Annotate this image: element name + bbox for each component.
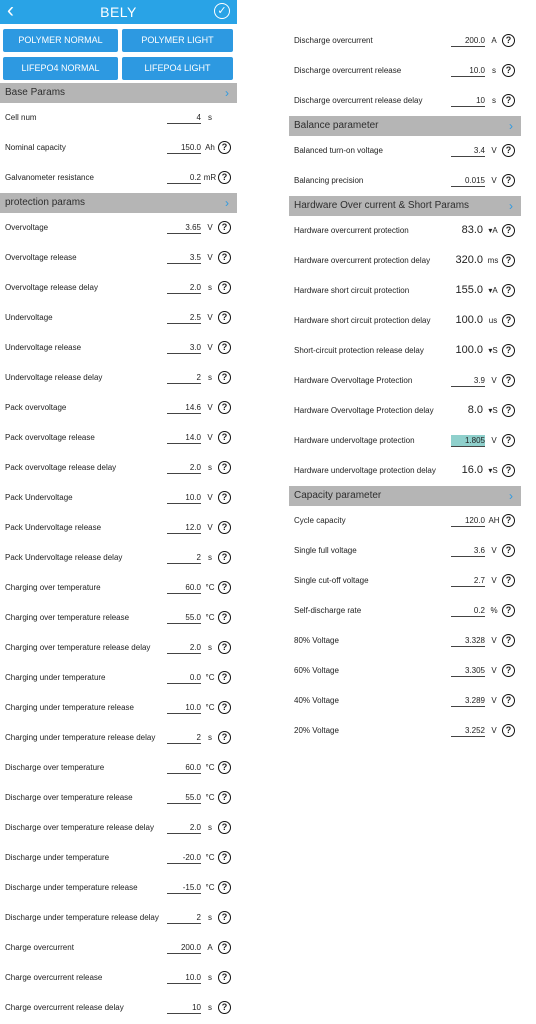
help-icon[interactable]: ? bbox=[218, 731, 231, 744]
param-row bbox=[0, 723, 237, 753]
help-icon[interactable]: ? bbox=[218, 641, 231, 654]
help-icon[interactable]: ? bbox=[218, 431, 231, 444]
param-value-input[interactable]: 0.015 bbox=[451, 175, 485, 187]
help-icon[interactable]: ? bbox=[218, 821, 231, 834]
param-value-input[interactable]: 14.0 bbox=[167, 432, 201, 444]
param-label: Hardware undervoltage protection bbox=[294, 436, 415, 445]
section-title: Hardware Over current & Short Params bbox=[294, 200, 470, 211]
param-value-input[interactable]: 60.0 bbox=[167, 762, 201, 774]
help-icon[interactable]: ? bbox=[502, 694, 515, 707]
param-row bbox=[289, 26, 521, 56]
param-unit: V bbox=[491, 546, 497, 555]
param-row bbox=[289, 246, 521, 276]
param-row bbox=[289, 626, 521, 656]
chevron-right-icon: › bbox=[225, 196, 229, 210]
left-column bbox=[0, 0, 237, 1023]
param-row bbox=[0, 363, 237, 393]
chevron-right-icon: › bbox=[509, 199, 513, 213]
help-icon[interactable]: ? bbox=[502, 544, 515, 557]
param-value-input[interactable]: 120.0 bbox=[451, 515, 485, 527]
param-unit: V bbox=[207, 343, 213, 352]
param-label: Short-circuit protection release delay bbox=[294, 346, 424, 355]
param-unit: °C bbox=[205, 853, 215, 862]
param-row bbox=[289, 536, 521, 566]
param-unit: °C bbox=[205, 793, 215, 802]
help-icon[interactable]: ? bbox=[502, 374, 515, 387]
param-label: Undervoltage bbox=[5, 313, 53, 322]
help-icon[interactable]: ? bbox=[218, 551, 231, 564]
param-label: Overvoltage release delay bbox=[5, 283, 98, 292]
param-unit: us bbox=[488, 316, 498, 325]
param-unit: V bbox=[491, 696, 497, 705]
param-label: Self-discharge rate bbox=[294, 606, 362, 615]
param-row bbox=[289, 596, 521, 626]
param-value-input[interactable]: 10.0 bbox=[167, 972, 201, 984]
param-row bbox=[0, 633, 237, 663]
param-value-input[interactable]: 200.0 bbox=[167, 942, 201, 954]
param-row bbox=[0, 963, 237, 993]
param-label: Charging under temperature bbox=[5, 673, 106, 682]
help-icon[interactable]: ? bbox=[502, 144, 515, 157]
param-label: Discharge over temperature release delay bbox=[5, 823, 154, 832]
help-icon[interactable]: ? bbox=[218, 251, 231, 264]
section-balance-parameter[interactable] bbox=[289, 116, 521, 136]
section-title: Balance parameter bbox=[294, 120, 379, 131]
param-row bbox=[289, 336, 521, 366]
param-row bbox=[0, 873, 237, 903]
param-value-input[interactable]: 2 bbox=[167, 912, 201, 924]
param-unit: V bbox=[207, 433, 213, 442]
help-icon[interactable]: ? bbox=[218, 461, 231, 474]
param-label: Charging under temperature release bbox=[5, 703, 134, 712]
param-unit: s bbox=[208, 913, 212, 922]
param-value-input[interactable]: 100.0 bbox=[455, 344, 483, 356]
param-unit: s bbox=[208, 973, 212, 982]
param-unit: V bbox=[491, 376, 497, 385]
help-icon[interactable]: ? bbox=[218, 281, 231, 294]
param-value-input[interactable]: 2 bbox=[167, 372, 201, 384]
help-icon[interactable]: ? bbox=[502, 314, 515, 327]
right-column bbox=[289, 0, 521, 746]
preset-lifepo4-normal-button[interactable]: LIFEPO4 NORMAL bbox=[3, 57, 118, 80]
help-icon[interactable]: ? bbox=[218, 671, 231, 684]
help-icon[interactable]: ? bbox=[218, 881, 231, 894]
confirm-check-icon[interactable]: ✓ bbox=[214, 3, 230, 19]
param-unit: °C bbox=[205, 703, 215, 712]
param-row bbox=[0, 513, 237, 543]
help-icon[interactable]: ? bbox=[502, 94, 515, 107]
param-row bbox=[289, 216, 521, 246]
param-unit: V bbox=[491, 436, 497, 445]
param-unit: V bbox=[491, 146, 497, 155]
param-unit: V bbox=[207, 523, 213, 532]
param-value-input[interactable]: 0.2 bbox=[451, 605, 485, 617]
param-value-input[interactable]: 2 bbox=[167, 732, 201, 744]
param-unit: % bbox=[490, 606, 498, 615]
param-unit: AH bbox=[488, 516, 500, 525]
help-icon[interactable]: ? bbox=[218, 311, 231, 324]
page-title: BELY bbox=[100, 4, 137, 20]
param-value-input[interactable]: 200.0 bbox=[451, 35, 485, 47]
param-row bbox=[289, 656, 521, 686]
param-unit: °C bbox=[205, 673, 215, 682]
param-value-input[interactable]: 10 bbox=[451, 95, 485, 107]
param-label: Pack overvoltage release delay bbox=[5, 463, 117, 472]
help-icon[interactable]: ? bbox=[502, 254, 515, 267]
param-label: Charging over temperature bbox=[5, 583, 101, 592]
help-icon[interactable]: ? bbox=[218, 581, 231, 594]
param-row bbox=[289, 136, 521, 166]
param-label: Pack Undervoltage release bbox=[5, 523, 102, 532]
param-row bbox=[0, 243, 237, 273]
param-unit: °C bbox=[205, 613, 215, 622]
param-row bbox=[0, 333, 237, 363]
param-row bbox=[0, 783, 237, 813]
param-label: Pack overvoltage bbox=[5, 403, 67, 412]
param-unit: s bbox=[208, 643, 212, 652]
param-row bbox=[289, 426, 521, 456]
help-icon[interactable]: ? bbox=[502, 724, 515, 737]
param-value-input[interactable]: 155.0 bbox=[455, 284, 483, 296]
help-icon[interactable]: ? bbox=[218, 171, 231, 184]
param-unit: °C bbox=[205, 583, 215, 592]
param-label: Charge overcurrent release delay bbox=[5, 1003, 124, 1012]
param-unit: mR bbox=[203, 173, 217, 182]
param-label: Hardware overcurrent protection delay bbox=[294, 256, 431, 265]
param-value-input[interactable]: 2.0 bbox=[167, 642, 201, 654]
help-icon[interactable]: ? bbox=[502, 344, 515, 357]
param-row bbox=[0, 573, 237, 603]
section-title: Capacity parameter bbox=[294, 490, 382, 501]
param-value-input[interactable]: 2 bbox=[167, 552, 201, 564]
param-unit: s bbox=[208, 463, 212, 472]
help-icon[interactable]: ? bbox=[218, 341, 231, 354]
param-label: Overvoltage bbox=[5, 223, 49, 232]
param-label: 60% Voltage bbox=[294, 666, 339, 675]
help-icon[interactable]: ? bbox=[218, 1001, 231, 1014]
param-unit: ▾A bbox=[488, 286, 498, 295]
param-row bbox=[289, 506, 521, 536]
param-row bbox=[0, 813, 237, 843]
param-unit: s bbox=[208, 1003, 212, 1012]
help-icon[interactable]: ? bbox=[502, 464, 515, 477]
param-value-input[interactable]: 3.328 bbox=[451, 635, 485, 647]
preset-polymer-normal-button[interactable]: POLYMER NORMAL bbox=[3, 29, 118, 52]
chevron-right-icon: › bbox=[509, 119, 513, 133]
param-row bbox=[289, 456, 521, 486]
help-icon[interactable]: ? bbox=[502, 434, 515, 447]
param-label: 40% Voltage bbox=[294, 696, 339, 705]
param-value-input[interactable]: 12.0 bbox=[167, 522, 201, 534]
param-label: Balancing precision bbox=[294, 176, 364, 185]
param-value-input[interactable]: 3.289 bbox=[451, 695, 485, 707]
help-icon[interactable]: ? bbox=[218, 761, 231, 774]
param-unit: ▾S bbox=[488, 466, 498, 475]
param-label: Balanced turn-on voltage bbox=[294, 146, 383, 155]
param-row bbox=[0, 273, 237, 303]
param-value-input[interactable]: 10 bbox=[167, 1002, 201, 1014]
param-value-input[interactable]: 0.0 bbox=[167, 672, 201, 684]
param-value-input[interactable]: 2.0 bbox=[167, 282, 201, 294]
param-row bbox=[0, 993, 237, 1023]
help-icon[interactable]: ? bbox=[218, 791, 231, 804]
param-value-input[interactable]: 1.805 bbox=[451, 435, 485, 447]
param-value-input[interactable]: 2.5 bbox=[167, 312, 201, 324]
param-row bbox=[0, 843, 237, 873]
param-unit: s bbox=[208, 283, 212, 292]
param-row bbox=[0, 453, 237, 483]
param-unit: ▾S bbox=[488, 346, 498, 355]
help-icon[interactable]: ? bbox=[218, 221, 231, 234]
preset-buttons bbox=[0, 24, 237, 83]
param-value-input[interactable]: 2.7 bbox=[451, 575, 485, 587]
param-unit: V bbox=[207, 223, 213, 232]
param-label: Pack Undervoltage bbox=[5, 493, 73, 502]
help-icon[interactable]: ? bbox=[218, 401, 231, 414]
param-value-input[interactable]: 14.6 bbox=[167, 402, 201, 414]
param-label: Discharge over temperature bbox=[5, 763, 105, 772]
param-label: Discharge overcurrent bbox=[294, 36, 373, 45]
param-label: Single full voltage bbox=[294, 546, 357, 555]
param-value-input[interactable]: -15.0 bbox=[167, 882, 201, 894]
param-value-input[interactable]: 55.0 bbox=[167, 792, 201, 804]
param-row bbox=[0, 423, 237, 453]
param-row bbox=[289, 396, 521, 426]
param-unit: s bbox=[492, 96, 496, 105]
param-row bbox=[0, 213, 237, 243]
param-value-input[interactable]: -20.0 bbox=[167, 852, 201, 864]
param-value-input[interactable]: 16.0 bbox=[461, 464, 483, 476]
param-label: Discharge under temperature release delay bbox=[5, 913, 159, 922]
help-icon[interactable]: ? bbox=[502, 514, 515, 527]
param-unit: s bbox=[492, 66, 496, 75]
param-label: Discharge over temperature release bbox=[5, 793, 133, 802]
param-unit: s bbox=[208, 823, 212, 832]
param-value-input[interactable]: 3.65 bbox=[167, 222, 201, 234]
param-label: Single cut-off voltage bbox=[294, 576, 369, 585]
param-row bbox=[0, 303, 237, 333]
param-row bbox=[0, 753, 237, 783]
param-label: Hardware overcurrent protection bbox=[294, 226, 409, 235]
param-unit: V bbox=[207, 403, 213, 412]
param-unit: V bbox=[491, 636, 497, 645]
param-row bbox=[0, 163, 237, 193]
param-value-input[interactable]: 3.0 bbox=[167, 342, 201, 354]
help-icon[interactable]: ? bbox=[218, 521, 231, 534]
preset-lifepo4-light-button[interactable]: LIFEPO4 LIGHT bbox=[122, 57, 233, 80]
param-value-input[interactable]: 3.305 bbox=[451, 665, 485, 677]
param-label: Charging over temperature release delay bbox=[5, 643, 151, 652]
param-value-input[interactable]: 2.0 bbox=[167, 462, 201, 474]
param-value-input[interactable]: 10.0 bbox=[451, 65, 485, 77]
param-unit: s bbox=[208, 553, 212, 562]
param-row bbox=[289, 686, 521, 716]
param-label: Overvoltage release bbox=[5, 253, 77, 262]
section-base-params[interactable] bbox=[0, 83, 237, 103]
help-icon[interactable]: ? bbox=[502, 574, 515, 587]
param-unit: V bbox=[207, 253, 213, 262]
back-chevron-icon[interactable]: ‹ bbox=[7, 0, 14, 22]
param-row bbox=[289, 86, 521, 116]
param-unit: V bbox=[491, 666, 497, 675]
param-unit: V bbox=[207, 313, 213, 322]
param-row bbox=[0, 693, 237, 723]
param-value-input[interactable]: 0.2 bbox=[167, 172, 201, 184]
preset-polymer-light-button[interactable]: POLYMER LIGHT bbox=[122, 29, 233, 52]
param-row bbox=[289, 716, 521, 746]
param-value-input[interactable]: 3.5 bbox=[167, 252, 201, 264]
param-row bbox=[0, 483, 237, 513]
section-capacity-parameter[interactable] bbox=[289, 486, 521, 506]
section-title: protection params bbox=[5, 197, 86, 208]
chevron-right-icon: › bbox=[225, 86, 229, 100]
param-value-input[interactable]: 10.0 bbox=[167, 492, 201, 504]
help-icon[interactable]: ? bbox=[502, 34, 515, 47]
help-icon[interactable]: ? bbox=[502, 64, 515, 77]
param-value-input[interactable]: 3.6 bbox=[451, 545, 485, 557]
param-row bbox=[0, 603, 237, 633]
param-value-input[interactable]: 150.0 bbox=[167, 142, 201, 154]
param-label: Charge overcurrent bbox=[5, 943, 74, 952]
param-unit: V bbox=[491, 176, 497, 185]
param-row bbox=[289, 166, 521, 196]
param-label: Discharge overcurrent release bbox=[294, 66, 402, 75]
param-row bbox=[0, 393, 237, 423]
help-icon[interactable]: ? bbox=[502, 174, 515, 187]
param-label: Discharge under temperature release bbox=[5, 883, 138, 892]
section-title: Base Params bbox=[5, 87, 66, 98]
param-unit: °C bbox=[205, 763, 215, 772]
param-row bbox=[0, 933, 237, 963]
help-icon[interactable]: ? bbox=[218, 851, 231, 864]
param-value-input[interactable]: 8.0 bbox=[467, 404, 483, 416]
param-label: Undervoltage release delay bbox=[5, 373, 103, 382]
param-row bbox=[289, 566, 521, 596]
param-value-input[interactable]: 83.0 bbox=[461, 224, 483, 236]
param-value-input[interactable]: 3.9 bbox=[451, 375, 485, 387]
help-icon[interactable]: ? bbox=[218, 611, 231, 624]
param-unit: A bbox=[491, 36, 497, 45]
param-row bbox=[0, 903, 237, 933]
param-unit: A bbox=[207, 943, 213, 952]
param-unit: Ah bbox=[205, 143, 215, 152]
param-row bbox=[289, 276, 521, 306]
param-label: Hardware Overvoltage Protection bbox=[294, 376, 413, 385]
param-label: Hardware short circuit protection delay bbox=[294, 316, 431, 325]
param-value-input[interactable]: 60.0 bbox=[167, 582, 201, 594]
param-label: Discharge overcurrent release delay bbox=[294, 96, 423, 105]
param-unit: ▾A bbox=[488, 226, 498, 235]
chevron-right-icon: › bbox=[509, 489, 513, 503]
help-icon[interactable]: ? bbox=[218, 491, 231, 504]
help-icon[interactable]: ? bbox=[218, 971, 231, 984]
param-value-input[interactable]: 2.0 bbox=[167, 822, 201, 834]
param-unit: ms bbox=[487, 256, 499, 265]
param-label: Discharge under temperature bbox=[5, 853, 110, 862]
param-label: Hardware short circuit protection bbox=[294, 286, 410, 295]
help-icon[interactable]: ? bbox=[218, 141, 231, 154]
param-unit: s bbox=[208, 373, 212, 382]
help-icon[interactable]: ? bbox=[218, 701, 231, 714]
param-label: Undervoltage release bbox=[5, 343, 82, 352]
param-label: Hardware Overvoltage Protection delay bbox=[294, 406, 434, 415]
param-unit: V bbox=[491, 576, 497, 585]
param-row bbox=[0, 663, 237, 693]
param-label: Hardware undervoltage protection delay bbox=[294, 466, 436, 475]
param-row bbox=[0, 103, 237, 133]
help-icon[interactable]: ? bbox=[218, 941, 231, 954]
param-value-input[interactable]: 3.4 bbox=[451, 145, 485, 157]
section-protection-params[interactable] bbox=[0, 193, 237, 213]
param-row bbox=[289, 56, 521, 86]
param-unit: ▾S bbox=[488, 406, 498, 415]
help-icon[interactable]: ? bbox=[502, 664, 515, 677]
help-icon[interactable]: ? bbox=[218, 371, 231, 384]
param-label: Charging under temperature release delay bbox=[5, 733, 156, 742]
param-row bbox=[0, 133, 237, 163]
param-label: Nominal capacity bbox=[5, 143, 66, 152]
help-icon[interactable]: ? bbox=[218, 911, 231, 924]
param-unit: °C bbox=[205, 883, 215, 892]
param-value-input[interactable]: 55.0 bbox=[167, 612, 201, 624]
param-value-input[interactable]: 100.0 bbox=[455, 314, 483, 326]
help-icon[interactable]: ? bbox=[502, 224, 515, 237]
param-row bbox=[0, 543, 237, 573]
param-value-input[interactable]: 320.0 bbox=[455, 254, 483, 266]
param-label: Pack Undervoltage release delay bbox=[5, 553, 123, 562]
param-value-input[interactable]: 10.0 bbox=[167, 702, 201, 714]
param-label: Cell num bbox=[5, 113, 37, 122]
param-unit: V bbox=[491, 726, 497, 735]
param-value-input[interactable]: 4 bbox=[167, 112, 201, 124]
param-row bbox=[289, 306, 521, 336]
param-label: 80% Voltage bbox=[294, 636, 339, 645]
param-label: Cycle capacity bbox=[294, 516, 346, 525]
param-row bbox=[289, 366, 521, 396]
param-label: Pack overvoltage release bbox=[5, 433, 95, 442]
help-icon[interactable]: ? bbox=[502, 404, 515, 417]
top-bar bbox=[0, 0, 237, 24]
param-unit: s bbox=[208, 733, 212, 742]
param-unit: V bbox=[207, 493, 213, 502]
param-label: Charging over temperature release bbox=[5, 613, 130, 622]
help-icon[interactable]: ? bbox=[502, 284, 515, 297]
param-label: 20% Voltage bbox=[294, 726, 339, 735]
section-hardware-params[interactable] bbox=[289, 196, 521, 216]
param-unit: s bbox=[208, 113, 212, 122]
param-label: Galvanometer resistance bbox=[5, 173, 94, 182]
param-value-input[interactable]: 3.252 bbox=[451, 725, 485, 737]
help-icon[interactable]: ? bbox=[502, 634, 515, 647]
param-label: Charge overcurrent release bbox=[5, 973, 103, 982]
help-icon[interactable]: ? bbox=[502, 604, 515, 617]
